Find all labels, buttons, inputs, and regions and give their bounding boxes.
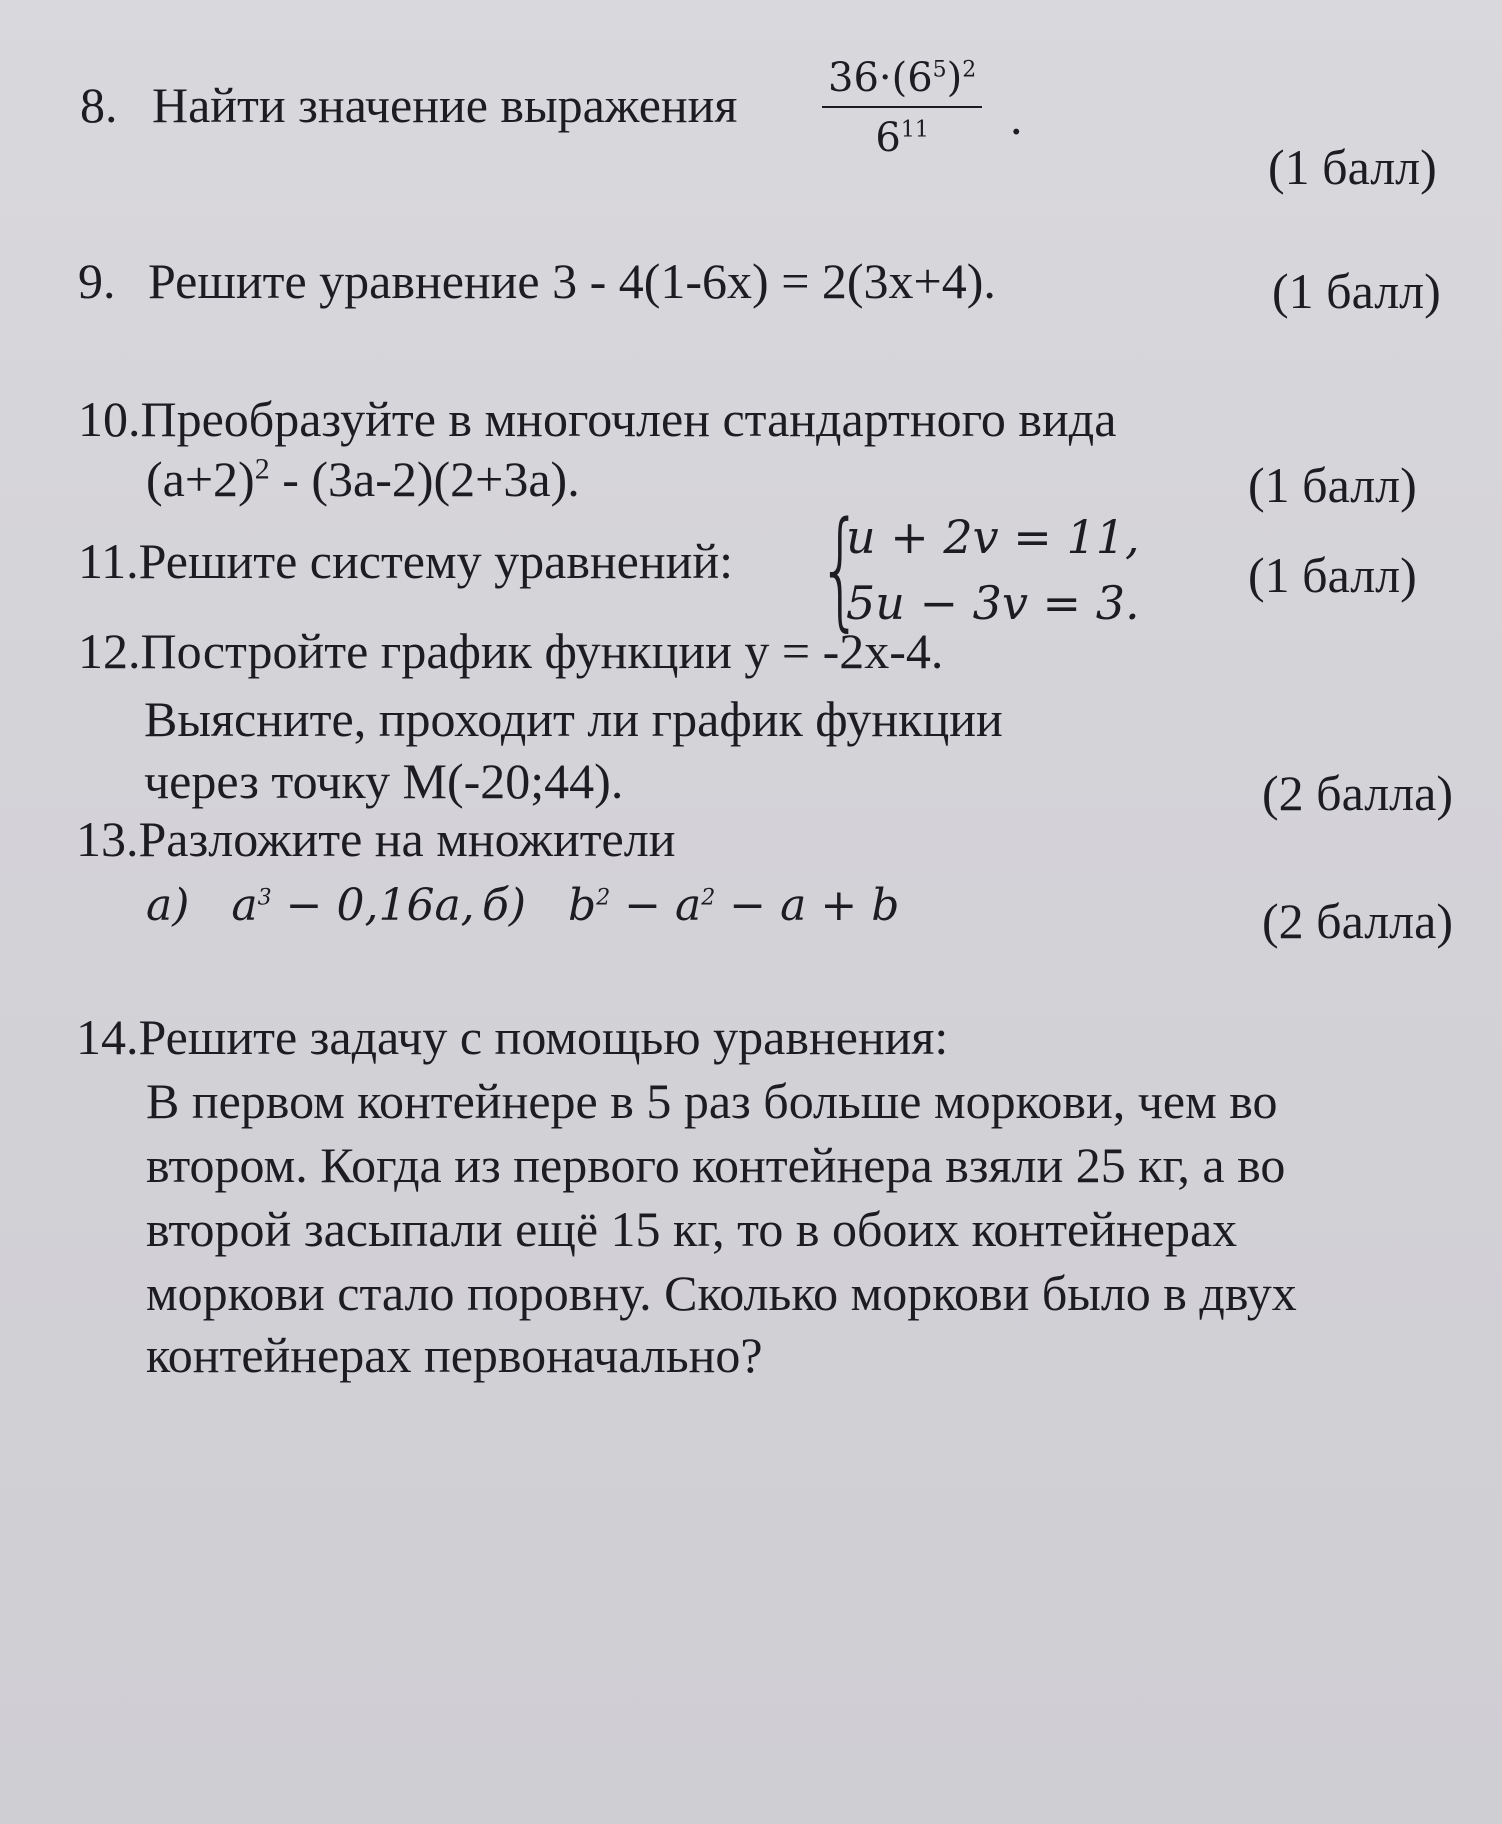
part-a-exponent: 3 [257, 885, 272, 911]
task-13 [76, 811, 676, 867]
part-a-base: a [231, 880, 258, 931]
task-10-text: Преобразуйте в многочлен стандартного вида [140, 391, 1117, 447]
task-9 [78, 253, 996, 309]
task-14-number: 14. [76, 1009, 139, 1065]
task-13-part-b [482, 880, 900, 931]
task-8-text: Найти значение выражения [152, 77, 738, 133]
system-equation-2: 5u − 3v = 3. [846, 576, 1140, 630]
numerator-inner-exponent: 5 [932, 57, 947, 83]
task-9-points: (1 балл) [1272, 263, 1441, 319]
task-9-text: Решите уравнение 3 - 4(1-6х) = 2(3х+4). [148, 253, 996, 309]
task-13-points: (2 балла) [1262, 893, 1453, 949]
task-13-number: 13. [76, 811, 139, 867]
part-b-exponent-1: 2 [596, 885, 611, 911]
task-14-line-5: контейнерах первоначально? [146, 1327, 763, 1383]
task-14-line-3: второй засыпали ещё 15 кг, то в обоих контейнерах [146, 1201, 1238, 1257]
numerator-base: 36·(6 [828, 55, 933, 101]
task-11 [78, 533, 734, 589]
task-14-line-1: В первом контейнере в 5 раз больше моркови, чем во [146, 1073, 1278, 1129]
task-13-part-a [146, 880, 475, 931]
numerator-outer-exponent: 2 [962, 57, 977, 83]
part-b-label: б) [482, 880, 527, 931]
task-14 [76, 1009, 949, 1065]
task-8-period: . [1010, 89, 1023, 145]
expr-exponent: 2 [254, 452, 270, 486]
part-b-middle: − a [610, 880, 702, 931]
task-10-number: 10. [78, 391, 141, 447]
task-8 [80, 77, 738, 133]
task-12-points: (2 балла) [1262, 765, 1453, 821]
expr-part-b: - (3a-2)(2+3a). [269, 451, 580, 507]
part-b-rest: − a + b [715, 880, 900, 931]
system-brace: { [818, 495, 863, 644]
task-11-text: Решите систему уравнений: [138, 533, 734, 589]
system-equation-1: u + 2v = 11, [846, 510, 1140, 564]
task-12 [78, 623, 944, 679]
task-8-fraction [822, 55, 982, 161]
task-10-points: (1 балл) [1248, 457, 1417, 513]
fraction-numerator [822, 55, 982, 108]
task-14-line-4: моркови стало поровну. Сколько моркови было в двух [146, 1265, 1297, 1321]
task-12-line-2: Выясните, проходит ли график функции [144, 691, 1003, 747]
denominator-base: 6 [875, 115, 901, 161]
part-a-label: а) [146, 880, 190, 931]
task-9-number: 9. [78, 253, 116, 309]
task-10 [78, 391, 1117, 447]
task-12-number: 12. [78, 623, 141, 679]
task-10-expression [146, 451, 580, 507]
numerator-close: ) [946, 55, 963, 101]
fraction-denominator [822, 108, 982, 161]
part-b-base: b [568, 880, 597, 931]
task-8-number: 8. [80, 77, 118, 133]
expr-part-a: (a+2) [146, 451, 255, 507]
task-14-text: Решите задачу с помощью уравнения: [138, 1009, 949, 1065]
task-11-number: 11. [78, 533, 139, 589]
task-11-points: (1 балл) [1248, 547, 1417, 603]
task-13-text: Разложите на множители [138, 811, 676, 867]
task-14-line-2: втором. Когда из первого контейнера взяли 25 кг, а во [146, 1137, 1286, 1193]
task-12-line-3: через точку М(-20;44). [144, 753, 624, 809]
denominator-exponent: 11 [900, 117, 929, 143]
part-b-exponent-2: 2 [701, 885, 716, 911]
part-a-rest: − 0,16a, [271, 880, 475, 931]
task-12-line-1: Постройте график функции у = -2х-4. [140, 623, 944, 679]
task-8-points: (1 балл) [1268, 139, 1437, 195]
